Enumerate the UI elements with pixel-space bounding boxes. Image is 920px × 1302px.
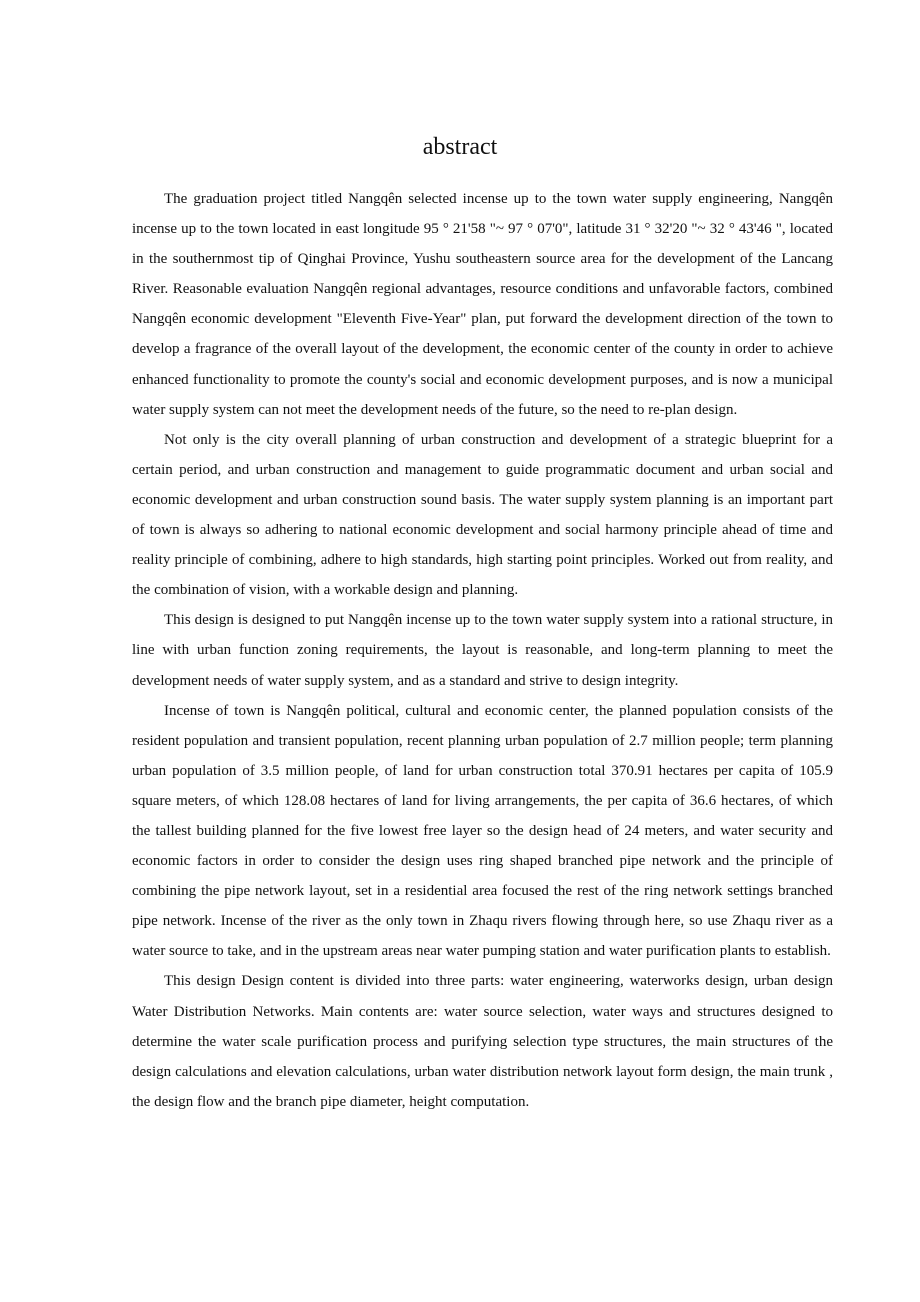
abstract-paragraph-4: Incense of town is Nangqên political, cultural and economic center, the planned population consists of the resident population and transient population, recent planning urban population of 2.7 million people; term planning urban population of 3.5 million people, of land for urban construction total 370.91 hectares per capita of 105.9 square meters, of which 128.08 hectares of land for living arrangements, the per capita of 36.6 hectares, of which the tallest building planned for the five lowest free layer so the design head of 24 meters, and water security and economic factors in order to consider the design uses ring shaped branched pipe network and the principle of combining the pipe network layout, set in a residential area focused the rest of the ring network settings branched pipe network. Incense of the river as the only town in Zhaqu rivers flowing through here, so use Zhaqu river as a water source to take, and in the upstream areas near water pumping station and water purification plants to establish. bbox=[132, 702, 833, 960]
abstract-paragraph-2: Not only is the city overall planning of urban construction and development of a strategic blueprint for a certain period, and urban construction and management to guide programmatic document and urban social and economic development and urban construction sound basis. The water supply system planning is an important part of town is always so adhering to national economic development and social harmony principle ahead of time and reality principle of combining, adhere to high standards, high starting point principles. Worked out from reality, and the combination of vision, with a workable design and planning. bbox=[132, 431, 833, 599]
abstract-body bbox=[132, 184, 833, 1117]
page-title: abstract bbox=[422, 134, 498, 160]
abstract-paragraph-5: This design Design content is divided into three parts: water engineering, waterworks design, urban design Water Distribution Networks. Main contents are: water source selection, water ways and structures designed to determine the water scale purification process and purifying selection type structures, the main structures of the design calculations and elevation calculations, urban water distribution network layout form design, the main trunk , the design flow and the branch pipe diameter, height computation. bbox=[132, 973, 833, 1110]
abstract-paragraph-3: This design is designed to put Nangqên incense up to the town water supply system into a rational structure, in line with urban function zoning requirements, the layout is reasonable, and long-term planning to meet the development needs of water supply system, and as a standard and strive to design integrity. bbox=[132, 612, 833, 689]
abstract-paragraph-1: The graduation project titled Nangqên selected incense up to the town water supply engineering, Nangqên incense up to the town located in east longitude 95 ° 21'58 "~ 97 ° 07'0", latitude 31 ° 32'20 "~ 32 ° 43'46 ", located in the southernmost tip of Qinghai Province, Yushu southeastern source area for the development of the Lancang River. Reasonable evaluation Nangqên regional advantages, resource conditions and unfavorable factors, combined Nangqên economic development "Eleventh Five-Year" plan, put forward the development direction of the town to develop a fragrance of the overall layout of the development, the economic center of the county in order to achieve enhanced functionality to promote the county's social and economic development purposes, and is now a municipal water supply system can not meet the development needs of the future, so the need to re-plan design. bbox=[132, 191, 833, 418]
